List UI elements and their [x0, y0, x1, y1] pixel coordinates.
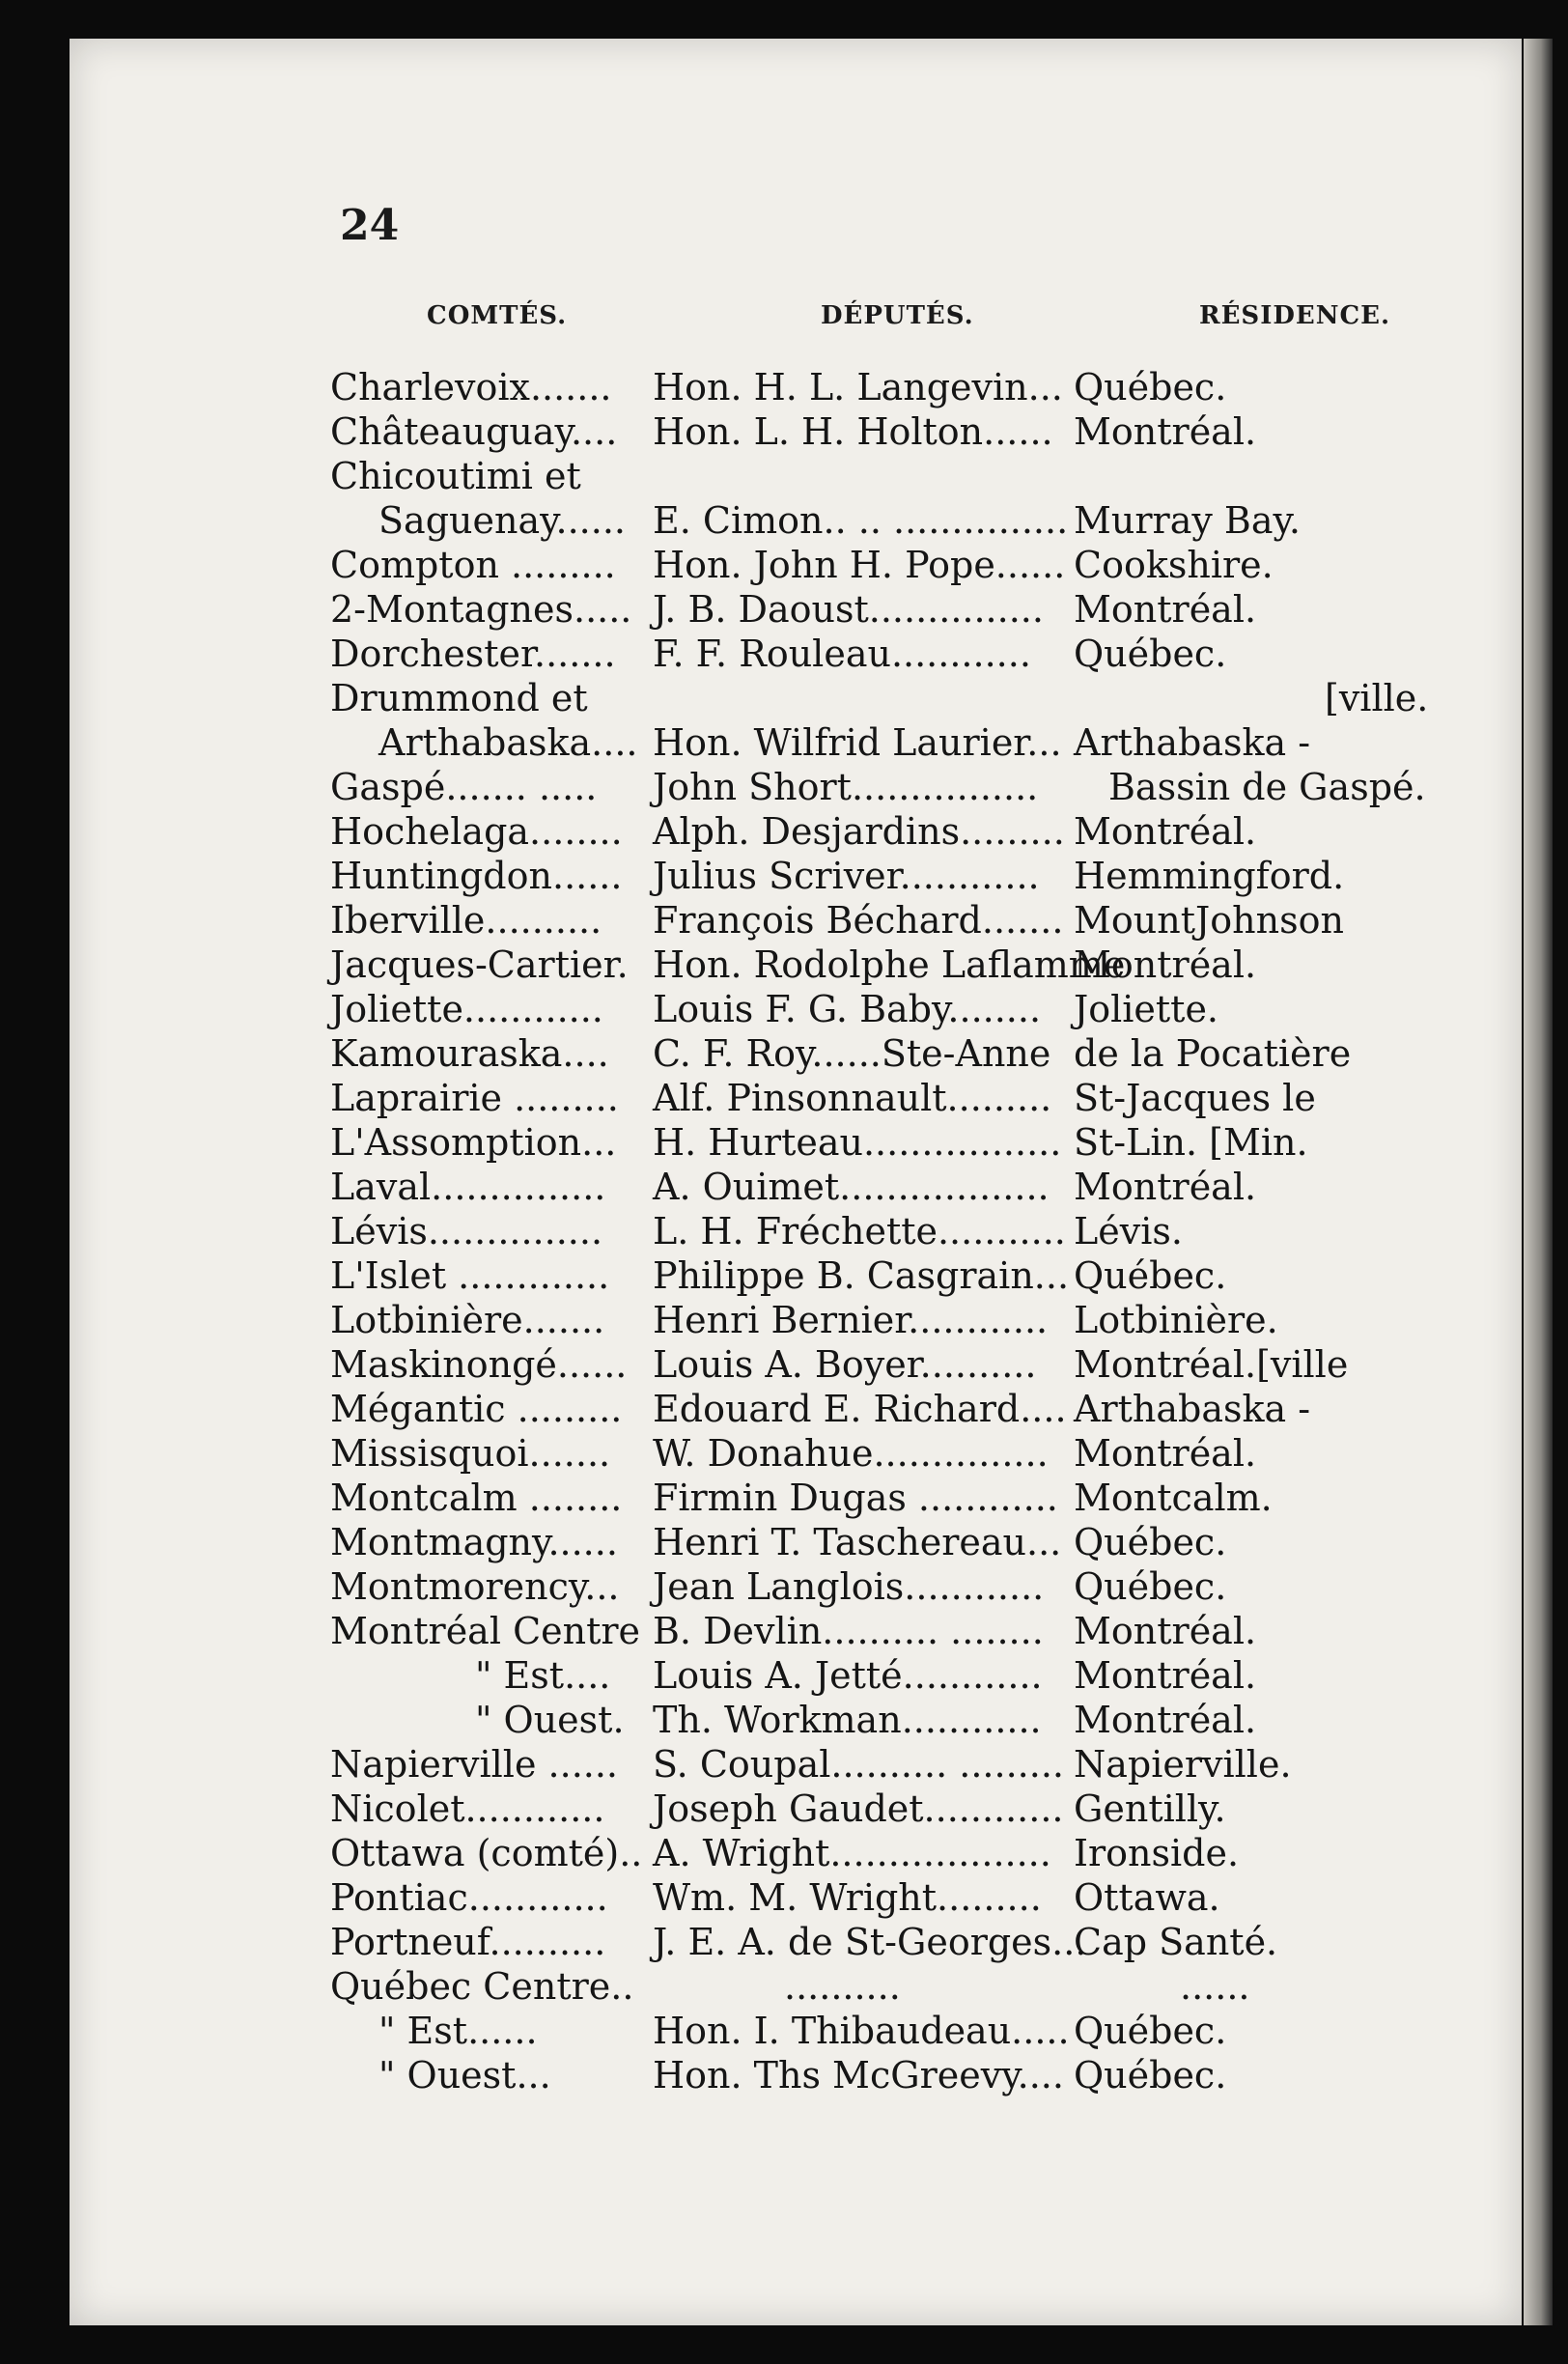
table-row	[70, 1787, 1522, 1831]
residence-cell: Murray Bay.	[1074, 499, 1301, 542]
deputy-cell: Julius Scriver............	[653, 855, 1040, 897]
deputy-cell: Hon. Rodolphe Laflamme	[653, 943, 1126, 986]
county-cell: Kamouraska....	[330, 1032, 609, 1075]
residence-cell: Cap Santé.	[1074, 1921, 1278, 1963]
deputy-cell: ..........	[784, 1965, 901, 2008]
county-cell: Québec Centre..	[330, 1965, 634, 2008]
county-cell: Huntingdon......	[330, 855, 623, 897]
table-row	[70, 676, 1522, 720]
table-row	[70, 809, 1522, 854]
county-cell: Iberville..........	[330, 899, 602, 942]
deputy-cell: Th. Workman............	[653, 1699, 1042, 1741]
deputy-cell: Jean Langlois............	[653, 1565, 1045, 1608]
deputy-cell: Wm. M. Wright.........	[653, 1876, 1042, 1919]
deputy-cell: Louis A. Boyer..........	[653, 1343, 1037, 1386]
table-row	[70, 1964, 1522, 2009]
table-row	[70, 987, 1522, 1031]
residence-cell: Bassin de Gaspé.	[1108, 766, 1426, 808]
residence-cell: Québec.	[1074, 366, 1227, 408]
county-cell: " Est....	[475, 1654, 611, 1697]
county-cell: Napierville ......	[330, 1743, 619, 1786]
table-row	[70, 1387, 1522, 1431]
county-cell: Mégantic .........	[330, 1388, 623, 1430]
deputy-cell: Hon. I. Thibaudeau.....	[653, 2010, 1070, 2052]
county-cell: 2-Montagnes.....	[330, 588, 632, 631]
residence-cell: Montréal.	[1074, 943, 1257, 986]
residence-cell: Montréal.[ville	[1074, 1343, 1349, 1386]
residence-cell: Lotbinière.	[1074, 1299, 1278, 1341]
residence-cell: Québec.	[1074, 2054, 1227, 2097]
table-row	[70, 632, 1522, 676]
table-row	[70, 587, 1522, 632]
county-cell: Montréal Centre	[330, 1610, 641, 1652]
table-row	[70, 1120, 1522, 1165]
residence-cell: Lévis.	[1074, 1210, 1183, 1252]
table-row	[70, 1920, 1522, 1964]
county-cell: Châteauguay....	[330, 410, 618, 453]
county-cell: Gaspé....... .....	[330, 766, 598, 808]
table-row	[70, 1031, 1522, 1076]
members-table	[70, 365, 1522, 2097]
page-edge-shadow	[1524, 39, 1553, 2325]
deputy-cell: Edouard E. Richard....	[653, 1388, 1067, 1430]
deputy-cell: Firmin Dugas ............	[653, 1477, 1058, 1519]
table-row	[70, 765, 1522, 809]
county-cell: Ottawa (comté)..	[330, 1832, 643, 1874]
deputy-cell: John Short................	[653, 766, 1039, 808]
deputy-cell: F. F. Rouleau............	[653, 633, 1031, 675]
residence-cell: [ville.	[1325, 677, 1429, 719]
table-row	[70, 1209, 1522, 1253]
table-row	[70, 1298, 1522, 1342]
table-row	[70, 720, 1522, 765]
county-cell: " Est......	[378, 2010, 538, 2052]
county-cell: Pontiac............	[330, 1876, 608, 1919]
residence-cell: Joliette.	[1074, 988, 1219, 1030]
table-row	[70, 1342, 1522, 1387]
residence-cell: Arthabaska -	[1074, 1388, 1311, 1430]
residence-cell: Québec.	[1074, 633, 1227, 675]
table-row	[70, 498, 1522, 543]
residence-cell: Montréal.	[1074, 588, 1257, 631]
county-cell: Missisquoi.......	[330, 1432, 611, 1475]
table-row	[70, 543, 1522, 587]
deputy-cell: B. Devlin.......... ........	[653, 1610, 1044, 1652]
county-cell: Laprairie .........	[330, 1077, 619, 1119]
residence-cell: Montcalm.	[1074, 1477, 1273, 1519]
deputy-cell: Joseph Gaudet............	[653, 1787, 1064, 1830]
county-cell: L'Assomption...	[330, 1121, 617, 1164]
residence-cell: Cookshire.	[1074, 544, 1274, 586]
county-cell: Lévis...............	[330, 1210, 603, 1252]
residence-cell: Gentilly.	[1074, 1787, 1226, 1830]
residence-cell: de la Pocatière	[1074, 1032, 1352, 1075]
county-cell: Compton .........	[330, 544, 616, 586]
header-residence: RÉSIDENCE.	[1199, 301, 1391, 330]
table-row	[70, 1742, 1522, 1787]
deputy-cell: Henri Bernier............	[653, 1299, 1049, 1341]
table-row	[70, 2009, 1522, 2053]
table-row	[70, 1653, 1522, 1698]
header-counties: COMTÉS.	[427, 301, 568, 330]
residence-cell: Napierville.	[1074, 1743, 1292, 1786]
deputy-cell: Hon. John H. Pope......	[653, 544, 1066, 586]
county-cell: Maskinongé......	[330, 1343, 628, 1386]
county-cell: Portneuf..........	[330, 1921, 606, 1963]
residence-cell: Montréal.	[1074, 1432, 1257, 1475]
page-number: 24	[340, 201, 400, 250]
county-cell: Montmorency...	[330, 1565, 620, 1608]
residence-cell: Montréal.	[1074, 1610, 1257, 1652]
table-row	[70, 409, 1522, 454]
county-cell: " Ouest...	[378, 2054, 551, 2097]
table-row	[70, 1431, 1522, 1476]
deputy-cell: W. Donahue...............	[653, 1432, 1049, 1475]
county-cell: Arthabaska....	[378, 721, 638, 764]
county-cell: Montcalm ........	[330, 1477, 623, 1519]
deputy-cell: E. Cimon.. .. ...............	[653, 499, 1069, 542]
county-cell: Saguenay......	[378, 499, 626, 542]
residence-cell: St-Lin. [Min.	[1074, 1121, 1308, 1164]
deputy-cell: Hon. Wilfrid Laurier...	[653, 721, 1062, 764]
deputy-cell: Philippe B. Casgrain...	[653, 1254, 1070, 1297]
county-cell: Laval...............	[330, 1166, 606, 1208]
table-row	[70, 1520, 1522, 1564]
table-row	[70, 1253, 1522, 1298]
deputy-cell: S. Coupal.......... .........	[653, 1743, 1064, 1786]
deputy-cell: Hon. H. L. Langevin...	[653, 366, 1063, 408]
deputy-cell: François Béchard.......	[653, 899, 1064, 942]
county-cell: Chicoutimi et	[330, 455, 581, 497]
table-row	[70, 1609, 1522, 1653]
table-row	[70, 1875, 1522, 1920]
residence-cell: Montréal.	[1074, 1654, 1257, 1697]
county-cell: " Ouest.	[475, 1699, 625, 1741]
residence-cell: Hemmingford.	[1074, 855, 1345, 897]
residence-cell: Arthabaska -	[1074, 721, 1311, 764]
residence-cell: Montréal.	[1074, 410, 1257, 453]
deputy-cell: Alph. Desjardins.........	[653, 810, 1065, 853]
county-cell: Charlevoix.......	[330, 366, 612, 408]
deputy-cell: L. H. Fréchette...........	[653, 1210, 1066, 1252]
residence-cell: Québec.	[1074, 1565, 1227, 1608]
county-cell: Dorchester.......	[330, 633, 616, 675]
table-row	[70, 854, 1522, 898]
deputy-cell: H. Hurteau.................	[653, 1121, 1062, 1164]
table-row	[70, 1076, 1522, 1120]
deputy-cell: Hon. Ths McGreevy....	[653, 2054, 1064, 2097]
deputy-cell: Henri T. Taschereau...	[653, 1521, 1062, 1563]
county-cell: Jacques-Cartier.	[330, 943, 629, 986]
column-headers	[70, 301, 1522, 340]
residence-cell: Québec.	[1074, 1521, 1227, 1563]
county-cell: Hochelaga........	[330, 810, 623, 853]
deputy-cell: Louis A. Jetté............	[653, 1654, 1043, 1697]
residence-cell: Québec.	[1074, 1254, 1227, 1297]
residence-cell: Québec.	[1074, 2010, 1227, 2052]
residence-cell: ......	[1180, 1965, 1250, 2008]
residence-cell: St-Jacques le	[1074, 1077, 1316, 1119]
deputy-cell: Alf. Pinsonnault.........	[653, 1077, 1052, 1119]
county-cell: Montmagny......	[330, 1521, 618, 1563]
county-cell: L'Islet .............	[330, 1254, 610, 1297]
residence-cell: Montréal.	[1074, 810, 1257, 853]
table-row	[70, 1698, 1522, 1742]
deputy-cell: Hon. L. H. Holton......	[653, 410, 1053, 453]
county-cell: Joliette............	[330, 988, 603, 1030]
deputy-cell: A. Wright...................	[653, 1832, 1051, 1874]
residence-cell: Montréal.	[1074, 1699, 1257, 1741]
county-cell: Nicolet............	[330, 1787, 605, 1830]
deputy-cell: C. F. Roy......Ste-Anne	[653, 1032, 1051, 1075]
residence-cell: Ottawa.	[1074, 1876, 1220, 1919]
deputy-cell: A. Ouimet..................	[653, 1166, 1050, 1208]
table-row	[70, 365, 1522, 409]
county-cell: Lotbinière.......	[330, 1299, 605, 1341]
table-row	[70, 1476, 1522, 1520]
residence-cell: Montréal.	[1074, 1166, 1257, 1208]
table-row	[70, 1165, 1522, 1209]
deputy-cell: J. E. A. de St-Georges...	[653, 1921, 1087, 1963]
table-row	[70, 898, 1522, 943]
table-row	[70, 1564, 1522, 1609]
table-row	[70, 454, 1522, 498]
table-row	[70, 2053, 1522, 2097]
book-page	[70, 39, 1522, 2325]
residence-cell: MountJohnson	[1074, 899, 1344, 942]
table-row	[70, 943, 1522, 987]
residence-cell: Ironside.	[1074, 1832, 1240, 1874]
table-row	[70, 1831, 1522, 1875]
header-deputies: DÉPUTÉS.	[821, 301, 974, 330]
county-cell: Drummond et	[330, 677, 588, 719]
deputy-cell: J. B. Daoust...............	[653, 588, 1044, 631]
deputy-cell: Louis F. G. Baby........	[653, 988, 1042, 1030]
